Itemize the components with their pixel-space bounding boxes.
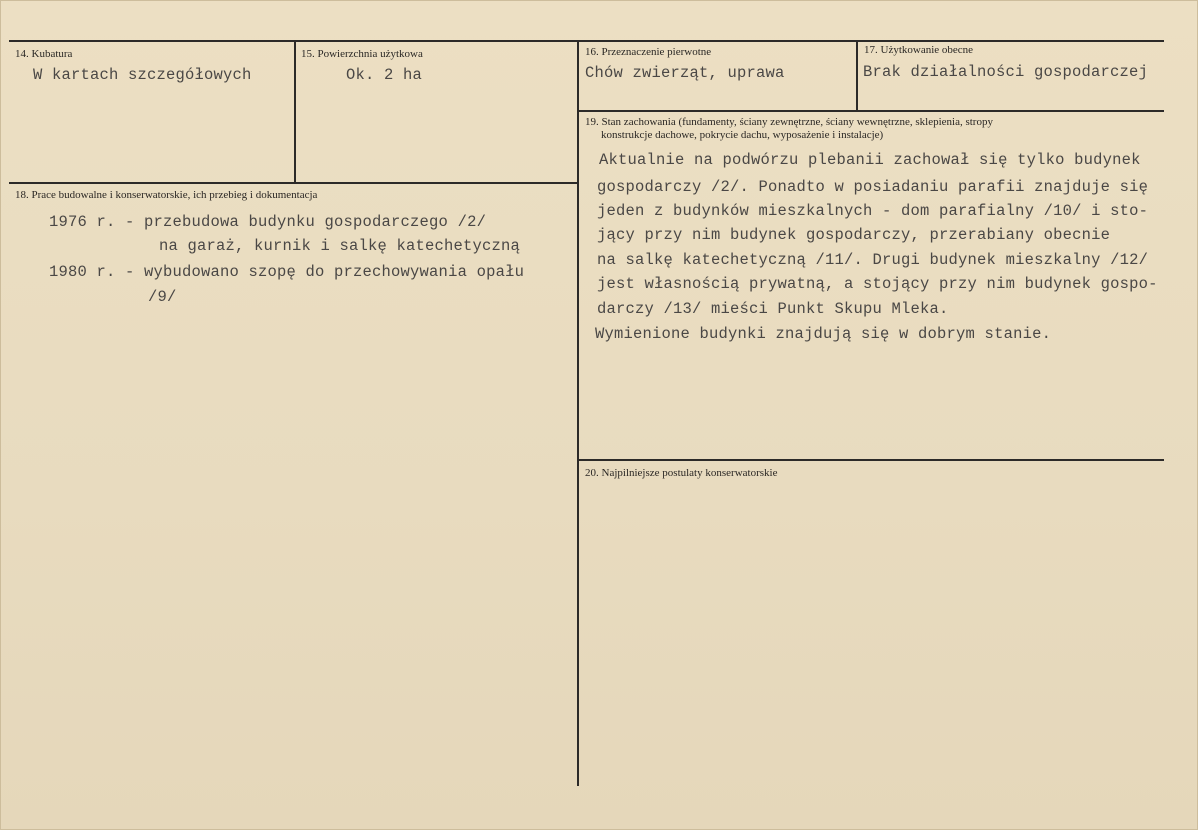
field-18-label: 18. Prace budowalne i konserwatorskie, ich przebieg i dokumentacja — [15, 189, 318, 201]
field-18-line: na garaż, kurnik i salkę katechetyczną — [159, 237, 521, 255]
top-border-line — [9, 40, 1164, 42]
field-18-line: 1980 r. - wybudowano szopę do przechowywania opału — [49, 263, 525, 281]
field-14-value: W kartach szczegółowych — [33, 66, 252, 84]
field-19-line: na salkę katechetyczną /11/. Drugi budynek mieszkalny /12/ — [597, 251, 1149, 269]
field-14-label: 14. Kubatura — [15, 48, 73, 60]
field-18-line: 1976 r. - przebudowa budynku gospodarczego /2/ — [49, 213, 487, 231]
field-15-label: 15. Powierzchnia użytkowa — [301, 48, 423, 60]
field-19-line: darczy /13/ mieści Punkt Skupu Mleka. — [597, 300, 949, 318]
field-19-line: jest własnością prywatną, a stojący przy nim budynek gospo- — [597, 275, 1158, 293]
field-19-label-line1: 19. Stan zachowania (fundamenty, ściany zewnętrzne, ściany wewnętrzne, sklepienia, stropy — [585, 116, 993, 128]
field-17-value: Brak działalności gospodarczej — [863, 63, 1149, 81]
field-19-label-line2: konstrukcje dachowe, pokrycie dachu, wyposażenie i instalacje) — [601, 129, 884, 141]
field-15-value: Ok. 2 ha — [346, 66, 423, 84]
divider-14-15 — [294, 41, 296, 183]
divider-16-17 — [856, 41, 858, 111]
field-19-line: Aktualnie na podwórzu plebanii zachował się tylko budynek — [599, 151, 1141, 169]
line-above-20 — [578, 459, 1164, 461]
line-below-16-17 — [578, 110, 1164, 112]
field-16-label: 16. Przeznaczenie pierwotne — [585, 46, 712, 58]
field-20-label: 20. Najpilniejsze postulaty konserwatorskie — [585, 467, 778, 479]
field-16-value: Chów zwierząt, uprawa — [585, 64, 785, 82]
field-19-line: gospodarczy /2/. Ponadto w posiadaniu parafii znajduje się — [597, 178, 1149, 196]
field-17-label: 17. Użytkowanie obecne — [864, 44, 974, 56]
field-19-line: jeden z budynków mieszkalnych - dom parafialny /10/ i sto- — [597, 202, 1149, 220]
main-vertical-divider — [577, 41, 579, 786]
field-19-line: jący przy nim budynek gospodarczy, przerabiany obecnie — [597, 226, 1111, 244]
line-above-18 — [9, 182, 579, 184]
field-19-line: Wymienione budynki znajdują się w dobrym stanie. — [595, 325, 1052, 343]
field-18-line: /9/ — [148, 288, 177, 306]
